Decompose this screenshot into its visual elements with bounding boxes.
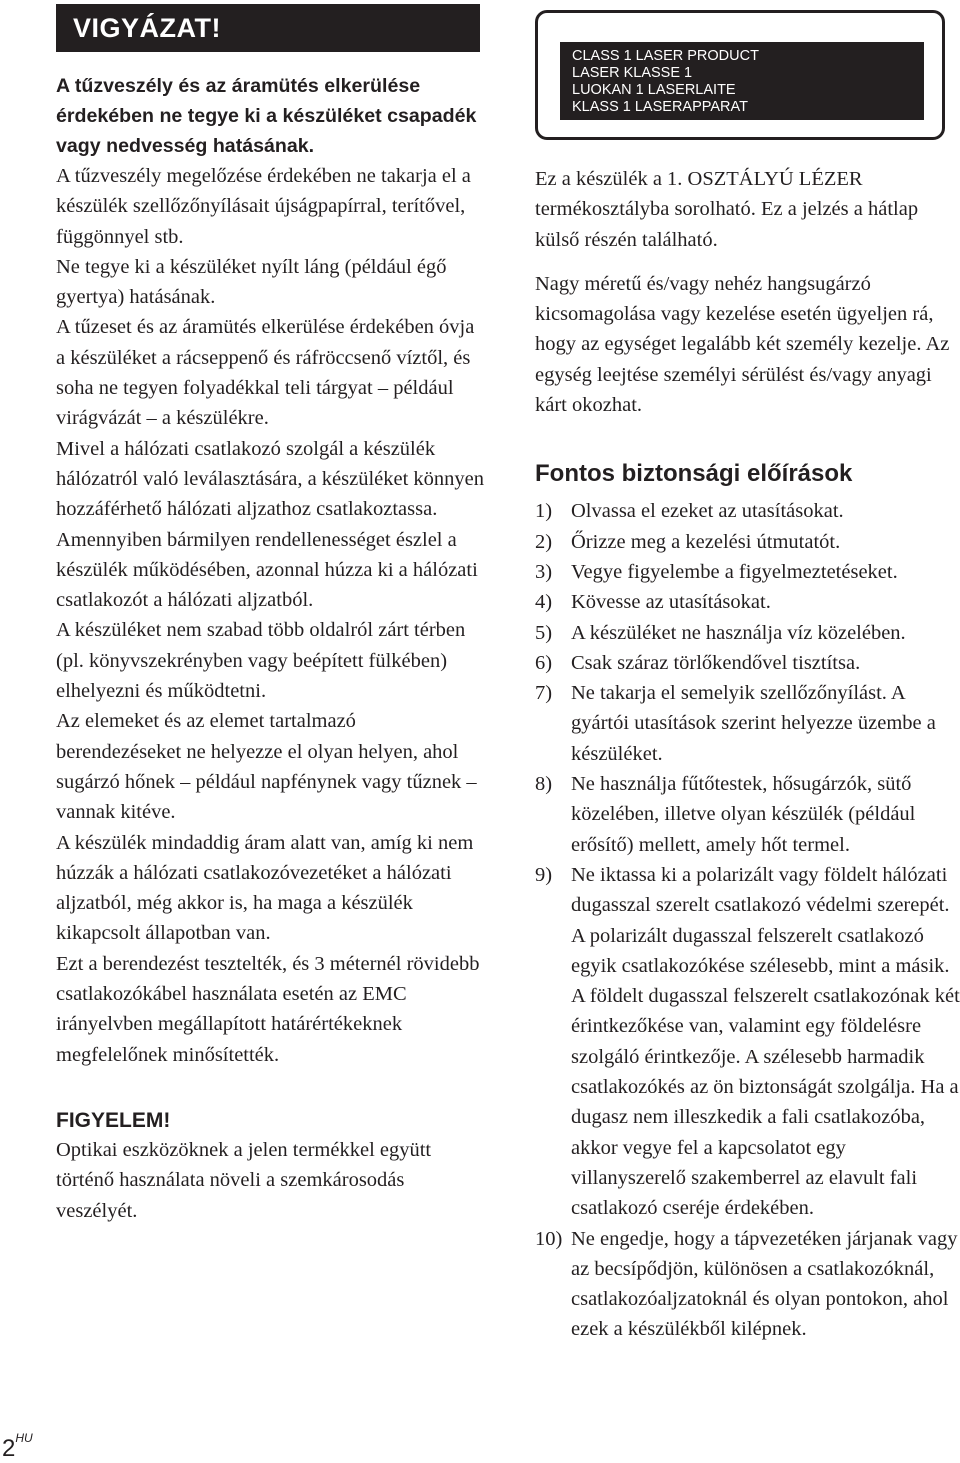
caution-text: Optikai eszközöknek a jelen termékkel együtt történő használata növeli a szemkárosodás veszélyét. [56, 1138, 432, 1222]
laser-label-line: KLASS 1 LASERAPPARAT [572, 99, 748, 115]
safety-instructions-title: Fontos biztonsági előírások [535, 460, 853, 488]
laser-label-line: LASER KLASSE 1 [572, 65, 693, 81]
list-item-number: 1) [535, 500, 553, 523]
list-item [535, 557, 960, 587]
warning-paragraph: Ezt a berendezést tesztelték, és 3 méternél rövidebb csatlakozókábel használata esetén az EMC irányelvben megállapított határértékeknek megfelelőnek minősítették. [56, 952, 480, 1066]
language-code: HU [15, 1431, 33, 1445]
warning-paragraph: Az elemeket és az elemet tartalmazó berendezéseket ne helyezze el olyan helyen, ahol sugárzó hőnek – például napfénynek vagy tűznek – vannak kitéve. [56, 710, 477, 824]
list-item [535, 860, 960, 1224]
list-item-number: 10) [535, 1227, 563, 1250]
list-item-number: 9) [535, 863, 553, 886]
list-item [535, 618, 960, 648]
right-column [535, 10, 960, 1345]
warning-paragraph: A tűzeset és az áramütés elkerülése érdekében óvja a készüléket a rácseppenő és ráfröccsenő víztől, és soha ne tegyen folyadékkal teli tárgyat – például virágvázát – a készülékre. [56, 316, 475, 430]
caution-heading: FIGYELEM! [56, 1108, 171, 1132]
list-item [535, 496, 960, 526]
list-item-text: Ne engedje, hogy a tápvezetéken járjanak vagy az becsípődjön, különösen a csatlakozóknál, csatlakozóaljzatoknál és olyan pontokon, ahol ezek a készülékből kilépnek. [571, 1227, 958, 1341]
list-item [535, 678, 960, 769]
list-item [535, 587, 960, 617]
list-item-text: Olvassa el ezeket az utasításokat. [571, 500, 844, 523]
list-item-text: A készüléket ne használja víz közelében. [571, 621, 906, 644]
list-item-number: 7) [535, 682, 553, 705]
warning-header: VIGYÁZAT! [56, 4, 480, 52]
warning-paragraph: A készülék mindaddig áram alatt van, amíg ki nem húzzák a hálózati csatlakozóvezetéket a hálózati aljzatból, még akkor is, ha maga a készülék kikapcsolt állapotban van. [56, 831, 474, 945]
list-item-number: 5) [535, 621, 553, 644]
list-item [535, 527, 960, 557]
list-item-text: Ne használja fűtőtestek, hősugárzók, sütő közelében, illetve olyan készülék (például erősítő) mellett, amely hőt termel. [571, 773, 916, 856]
laser-label-line: LUOKAN 1 LASERLAITE [572, 82, 736, 98]
list-item-number: 2) [535, 530, 553, 553]
list-item-number: 8) [535, 773, 553, 796]
list-item-text: Vegye figyelembe a figyelmeztetéseket. [571, 560, 898, 583]
warning-paragraph: A tűzveszély megelőzése érdekében ne takarja el a készülék szellőzőnyílásait újságpapírral, terítővel, függönnyel stb. [56, 165, 471, 248]
list-item [535, 648, 960, 678]
laser-label-line: CLASS 1 LASER PRODUCT [572, 48, 759, 64]
warning-paragraph: A készüléket nem szabad több oldalról zárt térben (pl. könyvszekrényben vagy beépített fülkében) elhelyezni és működtetni. [56, 619, 466, 703]
list-item-text: Csak száraz törlőkendővel tisztítsa. [571, 651, 861, 674]
safety-rules-list [535, 496, 960, 1344]
list-item-number: 3) [535, 560, 553, 583]
laser-label-box [560, 42, 924, 120]
left-column [56, 4, 486, 1226]
list-item [535, 1224, 960, 1345]
warning-paragraph: Ne tegye ki a készüléket nyílt láng (például égő gyertya) hatásának. [56, 255, 447, 309]
warning-paragraph: Mivel a hálózati csatlakozó szolgál a készülék hálózatról való leválasztására, a készüléket könnyen hozzáférhető hálózati aljzathoz csatlakoztassa. Amennyiben bármilyen rendellenességet észlel a készülék működésében, azonnal húzza ki a hálózati csatlakozót a hálózati aljzatból. [56, 437, 485, 612]
page-number [2, 1424, 33, 1463]
laser-class-text: Ez a készülék a 1. OSZTÁLYÚ LÉZER termékosztályba sorolható. Ez a jelzés a hátlap külső részén található. [535, 168, 919, 251]
laser-product-label [535, 10, 945, 140]
list-item-text: Őrizze meg a kezelési útmutatót. [571, 530, 841, 553]
list-item-text: Kövesse az utasításokat. [571, 591, 771, 614]
list-item-text: Ne iktassa ki a polarizált vagy földelt hálózati dugasszal szerelt csatlakozó védelmi szerepét. A polarizált dugasszal felszerelt csatlakozó egyik csatlakozókése szélesebb, mint a másik. A földelt dugasszal felszerelt csatlakozónak két érintkezőkése van, valamint egy földelésre szolgáló érintkezője. A szélesebb harmadik csatlakozókés az ön biztonságát szolgálja. Ha a dugasz nem illeszkedik a fali csatlakozóba, akkor vegye fel a kapcsolatot egy villanyszerelő szakemberrel az elavult fali csatlakozó cseréje érdekében. [571, 863, 960, 1220]
list-item-number: 4) [535, 591, 553, 614]
list-item-text: Ne takarja el semelyik szellőzőnyílást. A gyártói utasítások szerint helyezze üzembe a készüléket. [571, 682, 936, 765]
page-number-value: 2 [2, 1435, 16, 1462]
list-item-number: 6) [535, 651, 553, 674]
list-item [535, 769, 960, 860]
warning-intro: A tűzveszély és az áramütés elkerülése érdekében ne tegye ki a készüléket csapadék vagy nedvesség hatásának. [56, 75, 477, 157]
speaker-handling-text: Nagy méretű és/vagy nehéz hangsugárzó kicsomagolása vagy kezelése esetén ügyeljen rá, hogy az egységet legalább két személy kezelje. Az egység leejtése személyi sérülést és/vagy anyagi kárt okozhat. [535, 272, 950, 417]
